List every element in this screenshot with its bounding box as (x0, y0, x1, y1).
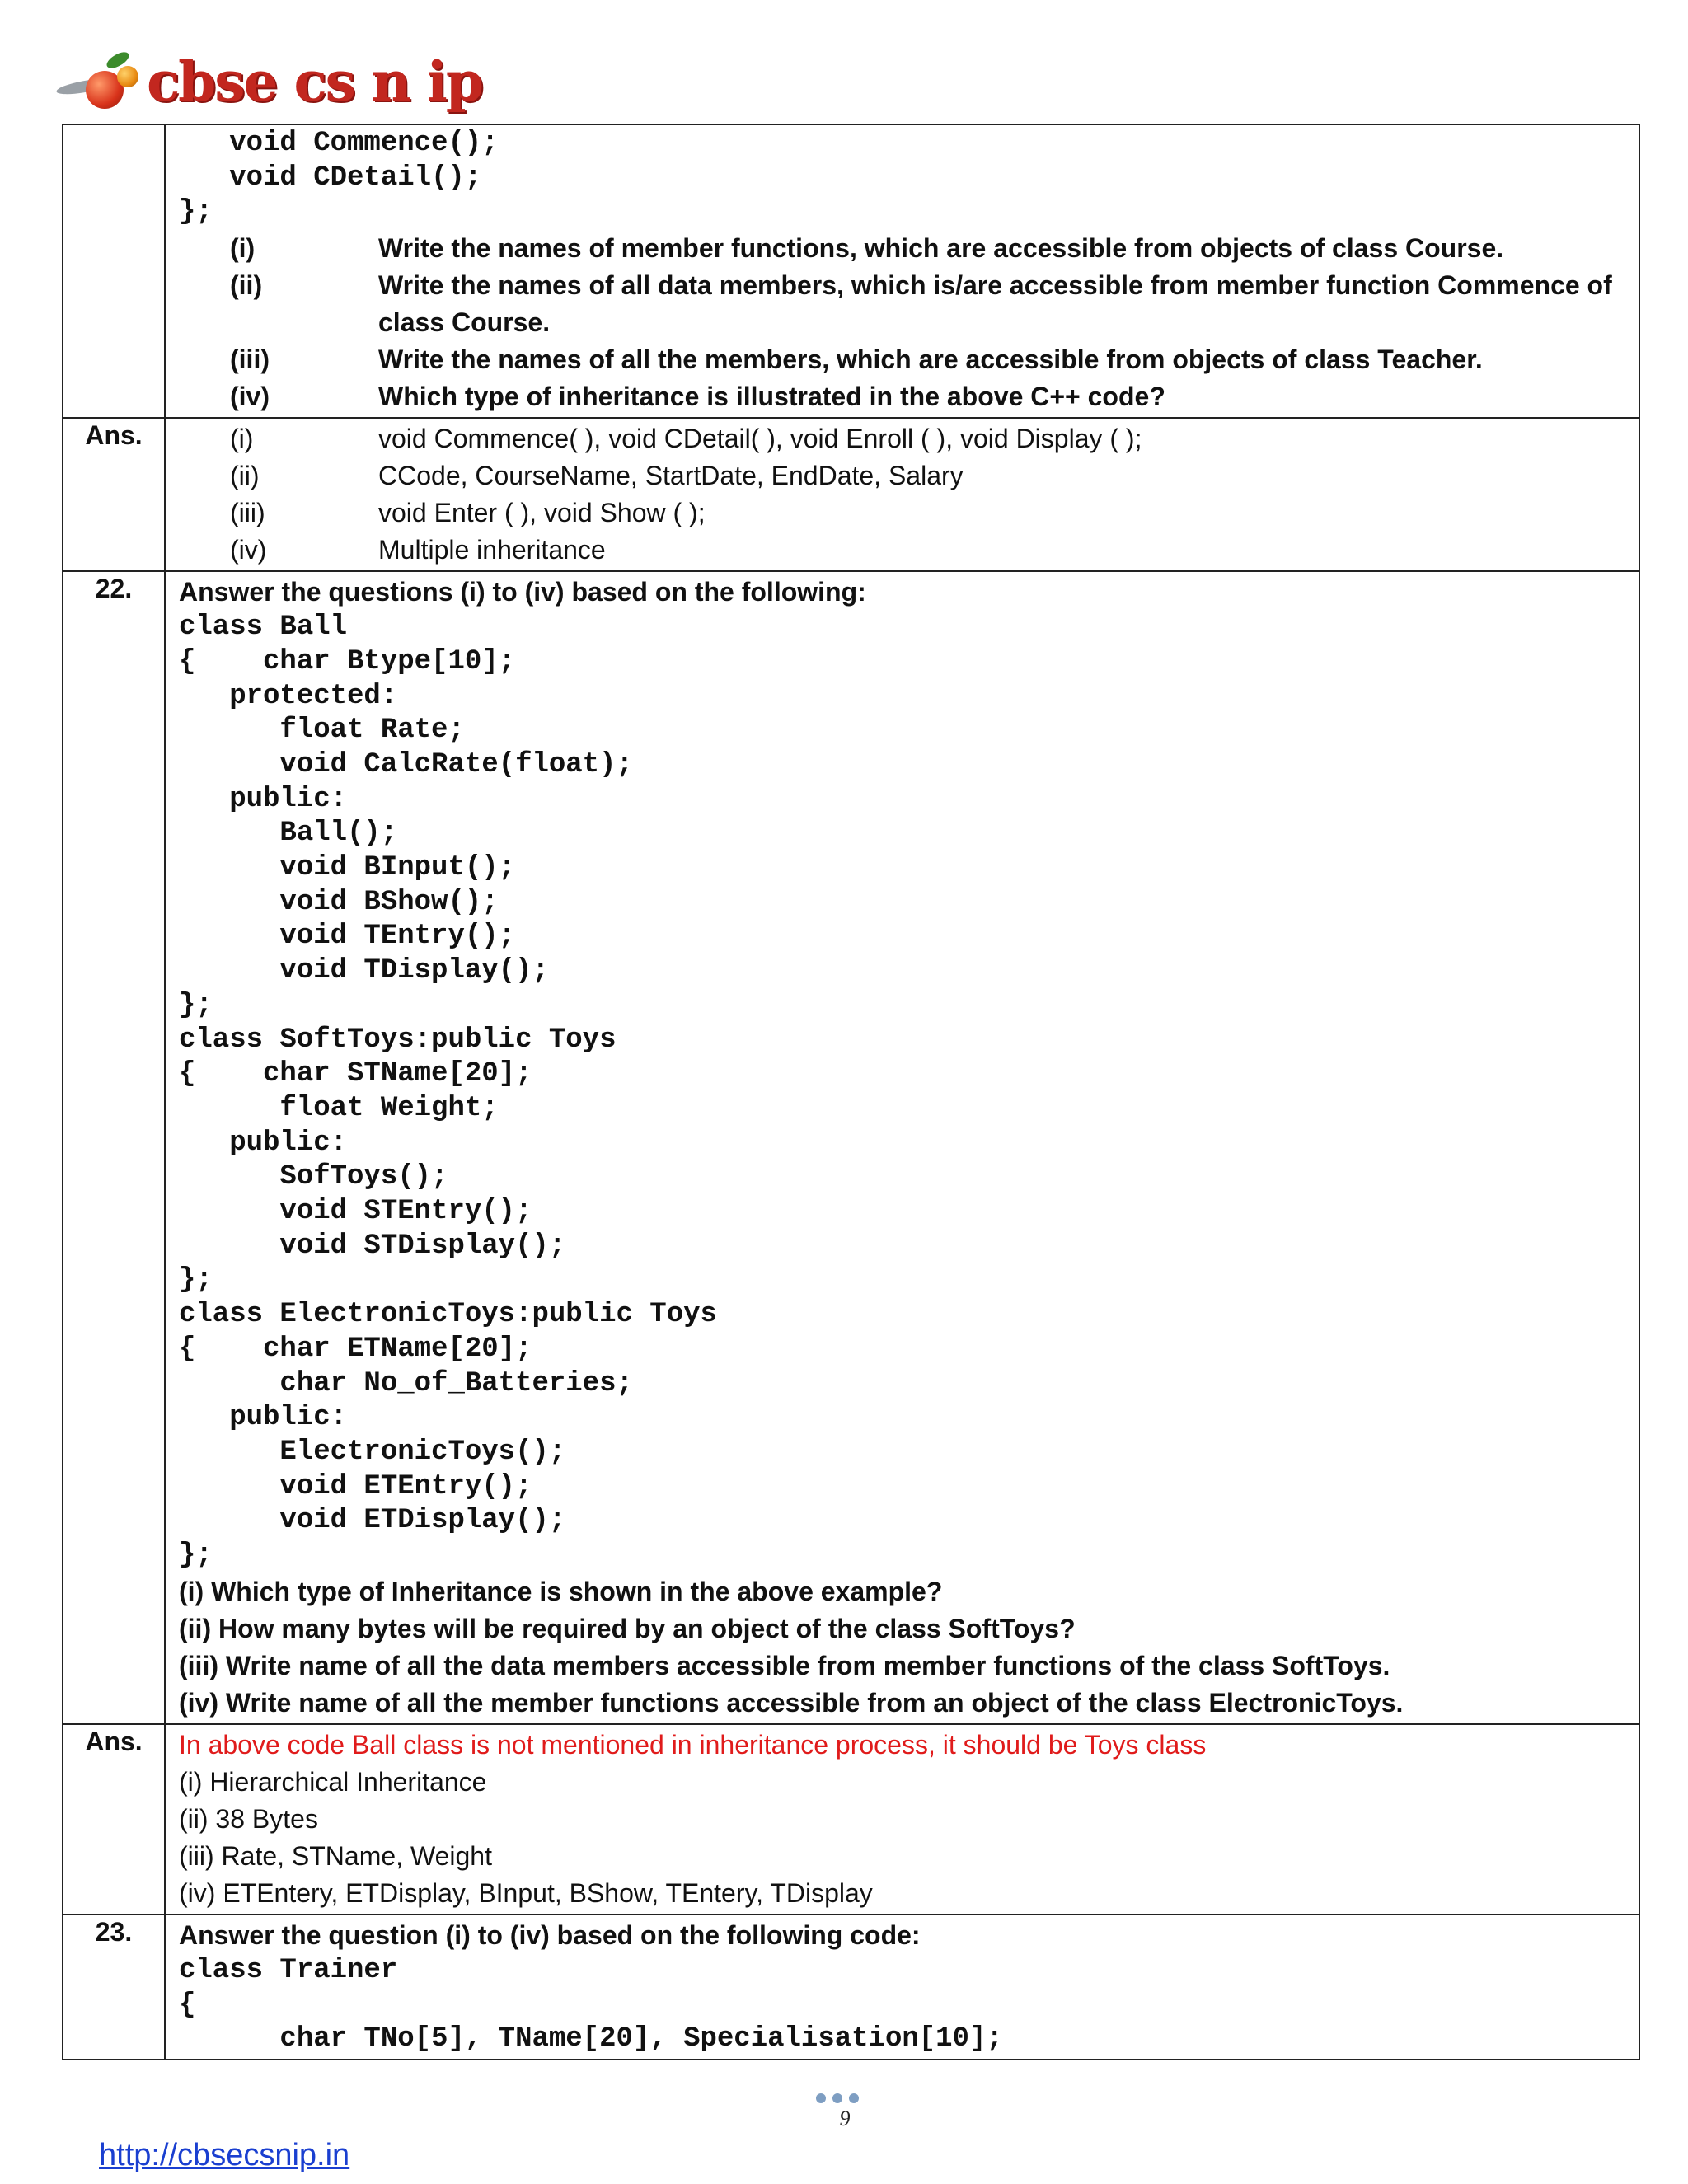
question-item: (iii) Write name of all the data members accessible from member functions of the class SoftToys. (179, 1650, 1390, 1680)
ornament-dot (816, 2093, 826, 2103)
code-line: void BInput(); (179, 852, 516, 884)
code-line: Ball(); (179, 818, 398, 850)
code-line: public: (179, 783, 348, 815)
question-22-body (165, 571, 1639, 1724)
question-item: (i) Which type of Inheritance is shown in the above example? (179, 1576, 943, 1606)
question-23-row (63, 1915, 1639, 2060)
answer-item-label: (ii) (230, 461, 260, 491)
code-line: void CalcRate(float); (179, 748, 633, 780)
question-item: (iv) Write name of all the member functions accessible from an object of the class ElectronicToys. (179, 1687, 1404, 1718)
answer-item (179, 420, 1625, 457)
question-label: (ii) (230, 270, 263, 301)
code-line: char TNo[5], TName[20], Specialisation[10]; (179, 2023, 1003, 2055)
code-line: void ETEntry(); (179, 1470, 532, 1502)
code-line: class SoftToys:public Toys (179, 1024, 617, 1056)
answer-item-text: CCode, CourseName, StartDate, EndDate, Salary (378, 461, 964, 491)
question-text: Write the names of member functions, which are accessible from objects of class Course. (378, 233, 1504, 264)
question-item: (ii) How many bytes will be required by an object of the class SoftToys? (179, 1613, 1076, 1643)
site-logo (56, 49, 482, 122)
answer-21-row (63, 418, 1639, 571)
question-label: (i) (230, 233, 256, 264)
question-number: 23. (63, 1915, 165, 2060)
code-line: }; (179, 196, 213, 228)
question-item (179, 378, 1625, 415)
answer-22-row (63, 1724, 1639, 1915)
code-line: void TDisplay(); (179, 955, 549, 987)
ornament-dot (832, 2093, 842, 2103)
q21-number-cell (63, 124, 165, 418)
question-22-row (63, 571, 1639, 1724)
code-line: class ElectronicToys:public Toys (179, 1299, 717, 1331)
code-line: }; (179, 989, 213, 1021)
answer-line: (ii) 38 Bytes (179, 1803, 318, 1834)
question-item (179, 267, 1625, 341)
code-line: ElectronicToys(); (179, 1436, 566, 1468)
answer-label: Ans. (63, 418, 165, 571)
answer-line: (i) Hierarchical Inheritance (179, 1766, 487, 1797)
answer-item (179, 457, 1625, 494)
answer-item-text: void Commence( ), void CDetail( ), void Enroll ( ), void Display ( ); (378, 424, 1142, 454)
answer-note: In above code Ball class is not mentioned in inheritance process, it should be Toys class (179, 1729, 1207, 1760)
code-line: { char STName[20]; (179, 1058, 532, 1090)
code-line: float Weight; (179, 1092, 499, 1124)
answer-item-text: Multiple inheritance (378, 535, 606, 565)
code-line: { char Btype[10]; (179, 645, 516, 677)
code-line: void STDisplay(); (179, 1230, 566, 1262)
answer-item (179, 532, 1625, 569)
question-label: (iii) (230, 344, 270, 375)
code-line: SofToys(); (179, 1161, 448, 1193)
question-intro: Answer the question (i) to (iv) based on the following code: (179, 1919, 921, 1950)
code-line: class Trainer (179, 1954, 398, 1986)
answer-item-label: (iv) (230, 535, 267, 565)
q21-body-cell (165, 124, 1639, 418)
code-line: class Ball (179, 612, 348, 644)
answer-item-label: (iii) (230, 498, 265, 528)
code-line: void BShow(); (179, 886, 499, 918)
question-intro: Answer the questions (i) to (iv) based on the following: (179, 577, 866, 607)
ornament-dot (849, 2093, 859, 2103)
code-line: void ETDisplay(); (179, 1505, 566, 1537)
code-line: protected: (179, 680, 398, 712)
page-number: 9 (839, 2107, 851, 2130)
answer-line: (iv) ETEntery, ETDisplay, BInput, BShow, TEntery, TDisplay (179, 1877, 873, 1908)
code-block (179, 611, 1625, 1573)
answer-label: Ans. (63, 1724, 165, 1915)
footer-dots-ornament (816, 2093, 874, 2107)
answer-item-label: (i) (230, 424, 254, 454)
code-line: void TEntry(); (179, 921, 516, 953)
question-text: Write the names of all data members, which is/are accessible from member function Commence of class Course. (378, 270, 1612, 338)
code-line: public: (179, 1127, 348, 1159)
q21-tail-row (63, 124, 1639, 418)
code-line: public: (179, 1402, 348, 1434)
question-table (62, 124, 1640, 2060)
answer-item-text: void Enter ( ), void Show ( ); (378, 498, 706, 528)
answer-21-body (165, 418, 1639, 571)
code-line: void Commence(); (179, 128, 499, 159)
question-label: (iv) (230, 382, 270, 412)
answer-22-body (165, 1724, 1639, 1915)
code-line: char No_of_Batteries; (179, 1367, 633, 1399)
question-text: Write the names of all the members, which are accessible from objects of class Teacher. (378, 344, 1483, 375)
code-line: { char ETName[20]; (179, 1333, 532, 1365)
code-line: }; (179, 1540, 213, 1572)
question-item (179, 341, 1625, 378)
question-item (179, 230, 1625, 267)
answer-line: (iii) Rate, STName, Weight (179, 1840, 492, 1871)
code-line: void STEntry(); (179, 1196, 532, 1228)
question-number: 22. (63, 571, 165, 1724)
answer-item (179, 494, 1625, 532)
question-23-body (165, 1915, 1639, 2060)
logo-ball-small-graphic (117, 66, 138, 87)
code-line: void CDetail(); (179, 162, 482, 194)
code-line: }; (179, 1264, 213, 1296)
code-line: float Rate; (179, 715, 465, 747)
site-link[interactable]: http://cbsecsnip.in (99, 2138, 350, 2172)
question-text: Which type of inheritance is illustrated in the above C++ code? (378, 382, 1165, 412)
logo-text: cbse cs n ip (147, 49, 482, 114)
code-line: { (179, 1989, 196, 2021)
